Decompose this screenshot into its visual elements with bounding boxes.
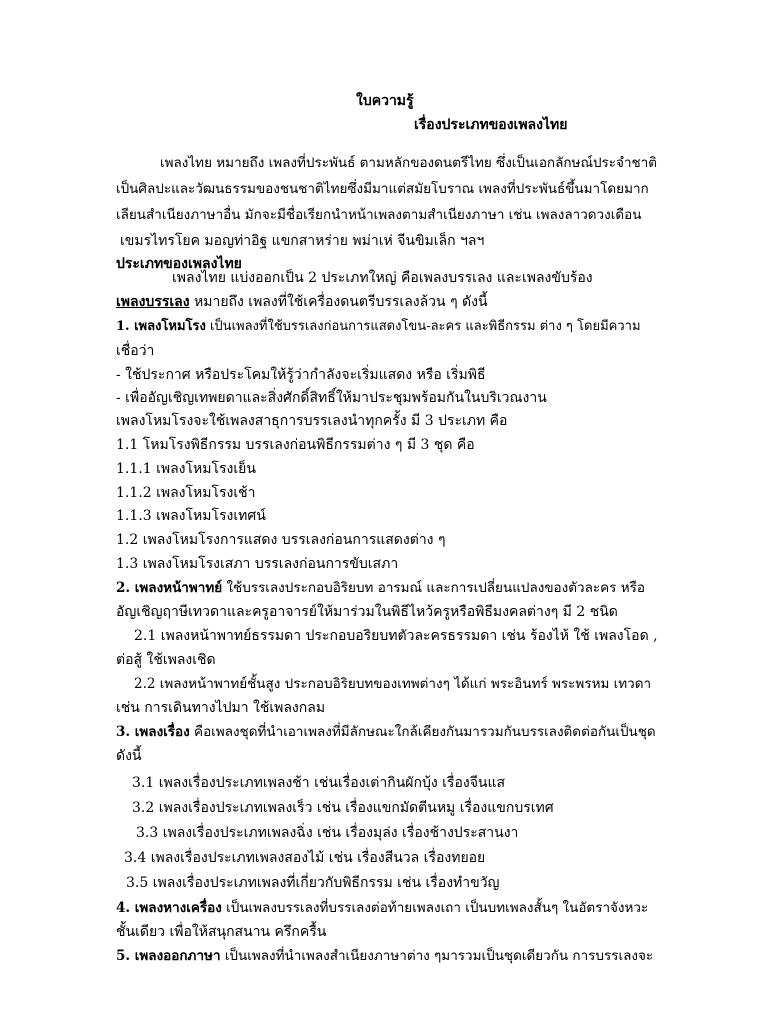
item-4-line <box>116 900 648 916</box>
sub-item: 3.5 เพลงเรื่องประเภทเพลงที่เกี่ยวกับพิธีกรรม เช่น เรื่องทำขวัญ <box>126 875 500 891</box>
intro-line: เป็นศิลปะและวัฒนธรรมของชนชาติไทยซึ่งมีมาแต่สมัยโบราณ เพลงที่ประพันธ์ขึ้นมาโดยมาก <box>116 181 649 197</box>
sub-item: 1.2 เพลงโหมโรงการแสดง บรรเลงก่อนการแสดงต่าง ๆ <box>116 532 446 548</box>
document-title: ใบความรู้ <box>356 93 414 109</box>
item-4-cont: ชั้นเดียว เพื่อให้สนุกสนาน ครึกครื้น <box>116 924 327 940</box>
sub-item: 1.1.3 เพลงโหมโรงเทศน์ <box>116 508 266 524</box>
sub-item: 2.2 เพลงหน้าพาทย์ชั้นสูง ประกอบอิริยบทของเทพต่างๆ ได้แก่ พระอินทร์ พระพรหม เทวดา <box>134 676 652 692</box>
document-subtitle: เรื่องประเภทของเพลงไทย <box>414 117 568 133</box>
sub-item: 1.1 โหมโรงพิธีกรรม บรรเลงก่อนพิธีกรรมต่าง ๆ มี 3 ชุด คือ <box>116 437 475 453</box>
sub-item: 3.3 เพลงเรื่องประเภทเพลงฉิ่ง เช่น เรื่องมุล่ง เรื่องช้างประสานงา <box>136 825 519 841</box>
item-1-term: 1. เพลงโหมโรง <box>116 319 206 334</box>
item-4-text: เป็นเพลงบรรเลงที่บรรเลงต่อท้ายเพลงเถา เป็นบทเพลงสั้นๆ ในอัตราจังหวะ <box>221 900 649 916</box>
item-1-line <box>116 319 641 335</box>
sub-item-cont: ต่อสู้ ใช้เพลงเชิด <box>116 652 216 668</box>
item-5-text: เป็นเพลงที่นำเพลงสำเนียงภาษาต่าง ๆมารวมเป็นชุดเดียวกัน การบรรเลงจะ <box>220 948 654 964</box>
sub-item: 3.1 เพลงเรื่องประเภทเพลงช้า เช่นเรื่องเต่ากินผักบุ้ง เรื่องจีนแส <box>132 775 506 791</box>
section-intro: เพลงไทย แบ่งออกเป็น 2 ประเภทใหญ่ คือเพลงบรรเลง และเพลงขับร้อง <box>172 270 593 286</box>
item-2-text: ใช้บรรเลงประกอบอิริยบท อารมณ์ และการเปลี่ยนแปลงของตัวละคร หรือ <box>222 580 645 596</box>
sub-item: 3.2 เพลงเรื่องประเภทเพลงเร็ว เช่น เรื่องแขกมัดตีนหมู เรื่องแขกบรเทศ <box>132 800 554 816</box>
item-3-cont: ดังนี้ <box>116 748 142 764</box>
item-3-line <box>116 724 656 740</box>
sub-item: 1.3 เพลงโหมโรงเสภา บรรเลงก่อนการขับเสภา <box>116 556 399 572</box>
intro-line: เลียนสำเนียงภาษาอื่น มักจะมีชื่อเรียกนำหน้าเพลงตามสำเนียงภาษา เช่น เพลงลาวดวงเดือน <box>116 207 642 223</box>
sub-item: 2.1 เพลงหน้าพาทย์ธรรมดา ประกอบอริยบทตัวละครธรรมดา เช่น ร้องไห้ ใช้ เพลงโอด , <box>134 628 658 644</box>
item-1-cont: เชื่อว่า <box>116 343 155 359</box>
bullet-line: - เพื่ออัญเชิญเทพยดาและสิ่งศักดิ์สิทธิ์ให้มาประชุมพร้อมกันในบริเวณงาน <box>116 390 547 406</box>
definition-text: หมายถึง เพลงที่ใช้เครื่องดนตรีบรรเลงล้วน ๆ ดังนี้ <box>189 294 488 310</box>
sub-item: 1.1.2 เพลงโหมโรงเช้า <box>116 485 256 501</box>
item-3-text: คือเพลงชุดที่นำเอาเพลงที่มีลักษณะใกล้เคียงกันมารวมกันบรรเลงติดต่อกันเป็นชุด <box>189 724 656 740</box>
item-1-text: เป็นเพลงที่ใช้บรรเลงก่อนการแสดงโขน-ละคร และพิธีกรรม ต่าง ๆ โดยมีความ <box>205 319 641 334</box>
item-3-term: 3. เพลงเรื่อง <box>116 724 190 740</box>
sub-item: 1.1.1 เพลงโหมโรงเย็น <box>116 461 256 477</box>
intro-line: เพลงไทย หมายถึง เพลงที่ประพันธ์ ตามหลักของดนตรีไทย ซึ่งเป็นเอกลักษณ์ประจำชาติ <box>160 155 658 171</box>
item-5-term: 5. เพลงออกภาษา <box>116 948 221 964</box>
sub-item: 3.4 เพลงเรื่องประเภทเพลงสองไม้ เช่น เรื่องสีนวล เรื่องทยอย <box>124 850 486 866</box>
bullet-line: - ใช้ประกาศ หรือประโคมให้รู้ว่ากำลังจะเริ่มแสดง หรือ เริ่มพิธี <box>116 367 486 383</box>
item-2-cont: อัญเชิญฤาษีเทวดาและครูอาจารย์ให้มาร่วมในพิธีไหว้ครูหรือพิธีมงคลต่างๆ มี 2 ชนิด <box>116 604 618 620</box>
sub-item-cont: เช่น การเดินทางไปมา ใช้เพลงกลม <box>116 700 326 716</box>
item-4-term: 4. เพลงหางเครื่อง <box>116 900 222 916</box>
definition-line <box>116 294 488 311</box>
intro-line: เขมรไทรโยค มอญท่าอิฐ แขกสาหร่าย พม่าเห่ จีนขิมเล็ก ฯลฯ <box>120 233 485 249</box>
section-heading: ประเภทของเพลงไทย <box>116 256 242 272</box>
item-2-term: 2. เพลงหน้าพาทย์ <box>116 580 223 596</box>
types-line: เพลงโหมโรงจะใช้เพลงสาธุการบรรเลงนำทุกครั้ง มี 3 ประเภท คือ <box>116 413 508 429</box>
item-5-line <box>116 948 653 964</box>
item-2-line <box>116 580 645 596</box>
definition-term: เพลงบรรเลง <box>116 294 190 310</box>
